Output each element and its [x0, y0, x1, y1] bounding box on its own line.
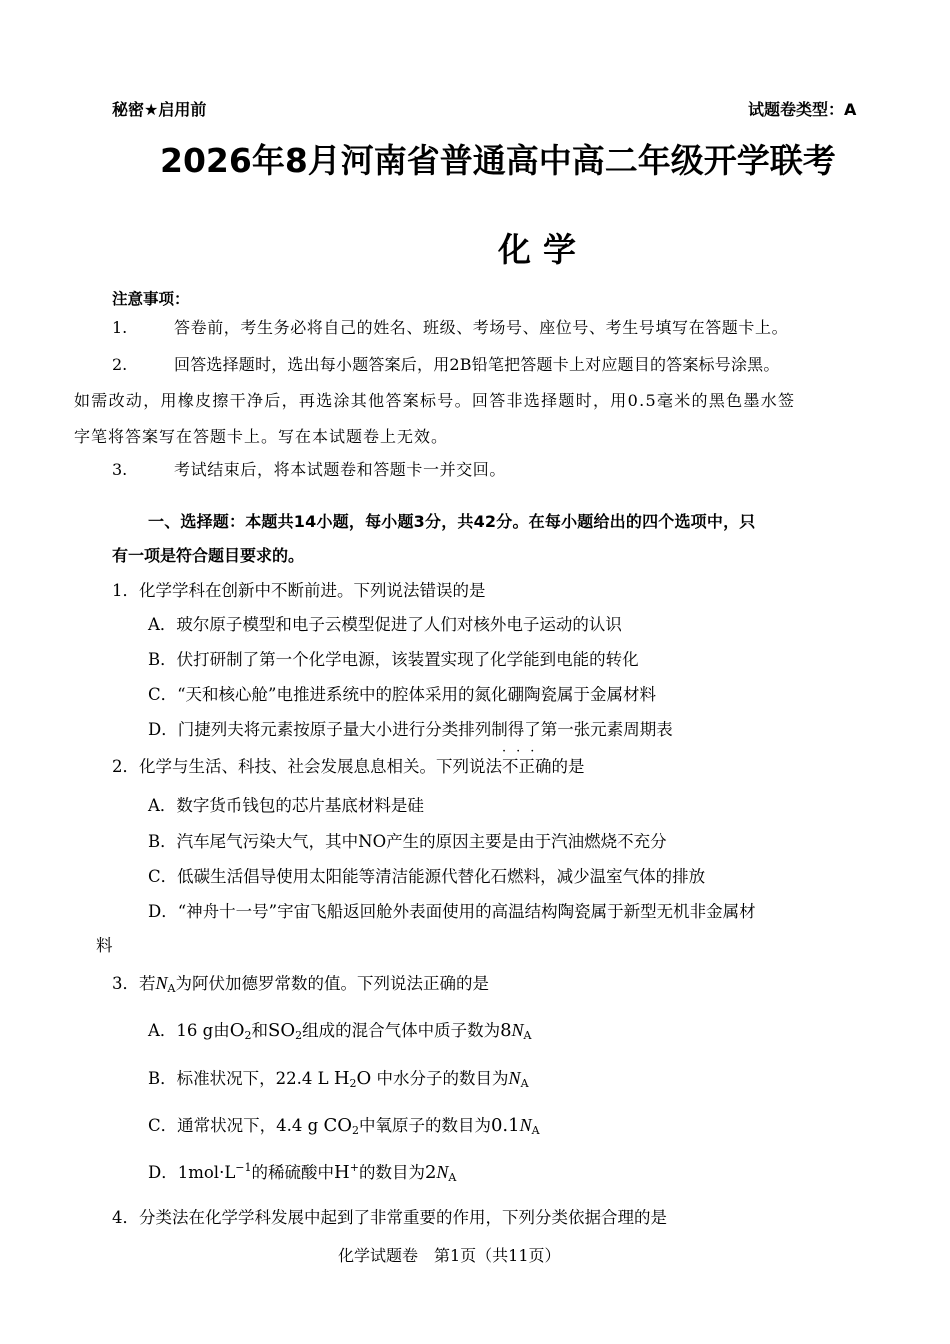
question-3-option-a: A．16 g由$O_2$和$SO_2$组成的混合气体中质子数为$8N_A$: [148, 1020, 532, 1042]
emphasis-marks: ··· 不正确: [502, 744, 552, 776]
notice-2-num: 2.: [112, 355, 128, 374]
page-footer: 化学试题卷 第1页（共11页）: [338, 1246, 561, 1265]
notice-2-cont2: 字笔将答案写在答题卡上。写在本试题卷上无效。: [74, 427, 449, 446]
question-2-option-c: C．低碳生活倡导使用太阳能等清洁能源代替化石燃料，减少温室气体的排放: [148, 867, 706, 886]
question-2-option-b: B．汽车尾气污染大气，其中NO产生的原因主要是由于汽油燃烧不充分: [148, 832, 667, 851]
notice-2-cont1: 如需改动，用橡皮擦干净后，再选涂其他答案标号。回答非选择题时，用0.5毫米的黑色墨水签: [74, 391, 796, 410]
exam-title: 2026年8月河南省普通高中高二年级开学联考: [160, 141, 836, 180]
question-1-option-c: C．“天和核心舱”电推进系统中的腔体采用的氮化硼陶瓷属于金属材料: [148, 685, 656, 704]
question-3-option-b: B．标准状况下，22.4 L $H_2O$ 中水分子的数目为$N_A$: [148, 1068, 529, 1090]
notice-2-text: 回答选择题时，选出每小题答案后，用2B铅笔把答题卡上对应题目的答案标号涂黑。: [174, 355, 780, 374]
question-2-option-a: A．数字货币钱包的芯片基底材料是硅: [148, 796, 424, 815]
question-2-option-d-cont: 料: [96, 936, 113, 955]
question-2-stem-pre: 2．化学与生活、科技、社会发展息息相关。下列说法: [112, 757, 502, 776]
question-2-stem-post: 的是: [551, 757, 585, 776]
question-3-option-d: D．$1mol\cdot L^{-1}$的稀硫酸中H+的数目为$2N_A$: [148, 1161, 457, 1184]
question-1-option-a: A．玻尔原子模型和电子云模型促进了人们对核外电子运动的认识: [148, 615, 622, 634]
section-1-heading-cont: 有一项是符合题目要求的。: [112, 546, 305, 565]
question-3-stem: 3．若$N_A$为阿伏加德罗常数的值。下列说法正确的是: [112, 973, 489, 995]
question-1-option-b: B．伏打研制了第一个化学电源，该装置实现了化学能到电能的转化: [148, 650, 639, 669]
question-1-stem: 1．化学学科在创新中不断前进。下列说法错误的是: [112, 581, 486, 600]
question-4-stem: 4．分类法在化学学科发展中起到了非常重要的作用，下列分类依据合理的是: [112, 1208, 667, 1227]
question-2-option-d: D．“神舟十一号”宇宙飞船返回舱外表面使用的高温结构陶瓷属于新型无机非金属材: [148, 902, 756, 921]
notice-heading: 注意事项：: [112, 290, 190, 308]
subject-title: 化学: [498, 230, 588, 269]
question-2-stem-emphasis: 不正确: [502, 757, 552, 776]
notice-3-num: 3.: [112, 460, 128, 479]
paper-type-label: 试题卷类型：A: [748, 100, 857, 119]
confidential-label: 秘密★启用前: [112, 100, 207, 119]
question-1-option-d: D．门捷列夫将元素按原子量大小进行分类排列制得了第一张元素周期表: [148, 720, 673, 739]
notice-3-text: 考试结束后，将本试题卷和答题卡一并交回。: [174, 460, 507, 479]
notice-1-text: 答卷前，考生务必将自己的姓名、班级、考场号、座位号、考生号填写在答题卡上。: [174, 318, 789, 337]
question-2-stem: [112, 744, 585, 777]
section-1-heading: 一、选择题：本题共14小题，每小题3分，共42分。在每小题给出的四个选项中，只: [148, 512, 756, 531]
question-3-option-c: C．通常状况下，4.4 g $CO_2$中氧原子的数目为$0.1N_A$: [148, 1115, 540, 1137]
notice-1-num: 1.: [112, 318, 128, 337]
